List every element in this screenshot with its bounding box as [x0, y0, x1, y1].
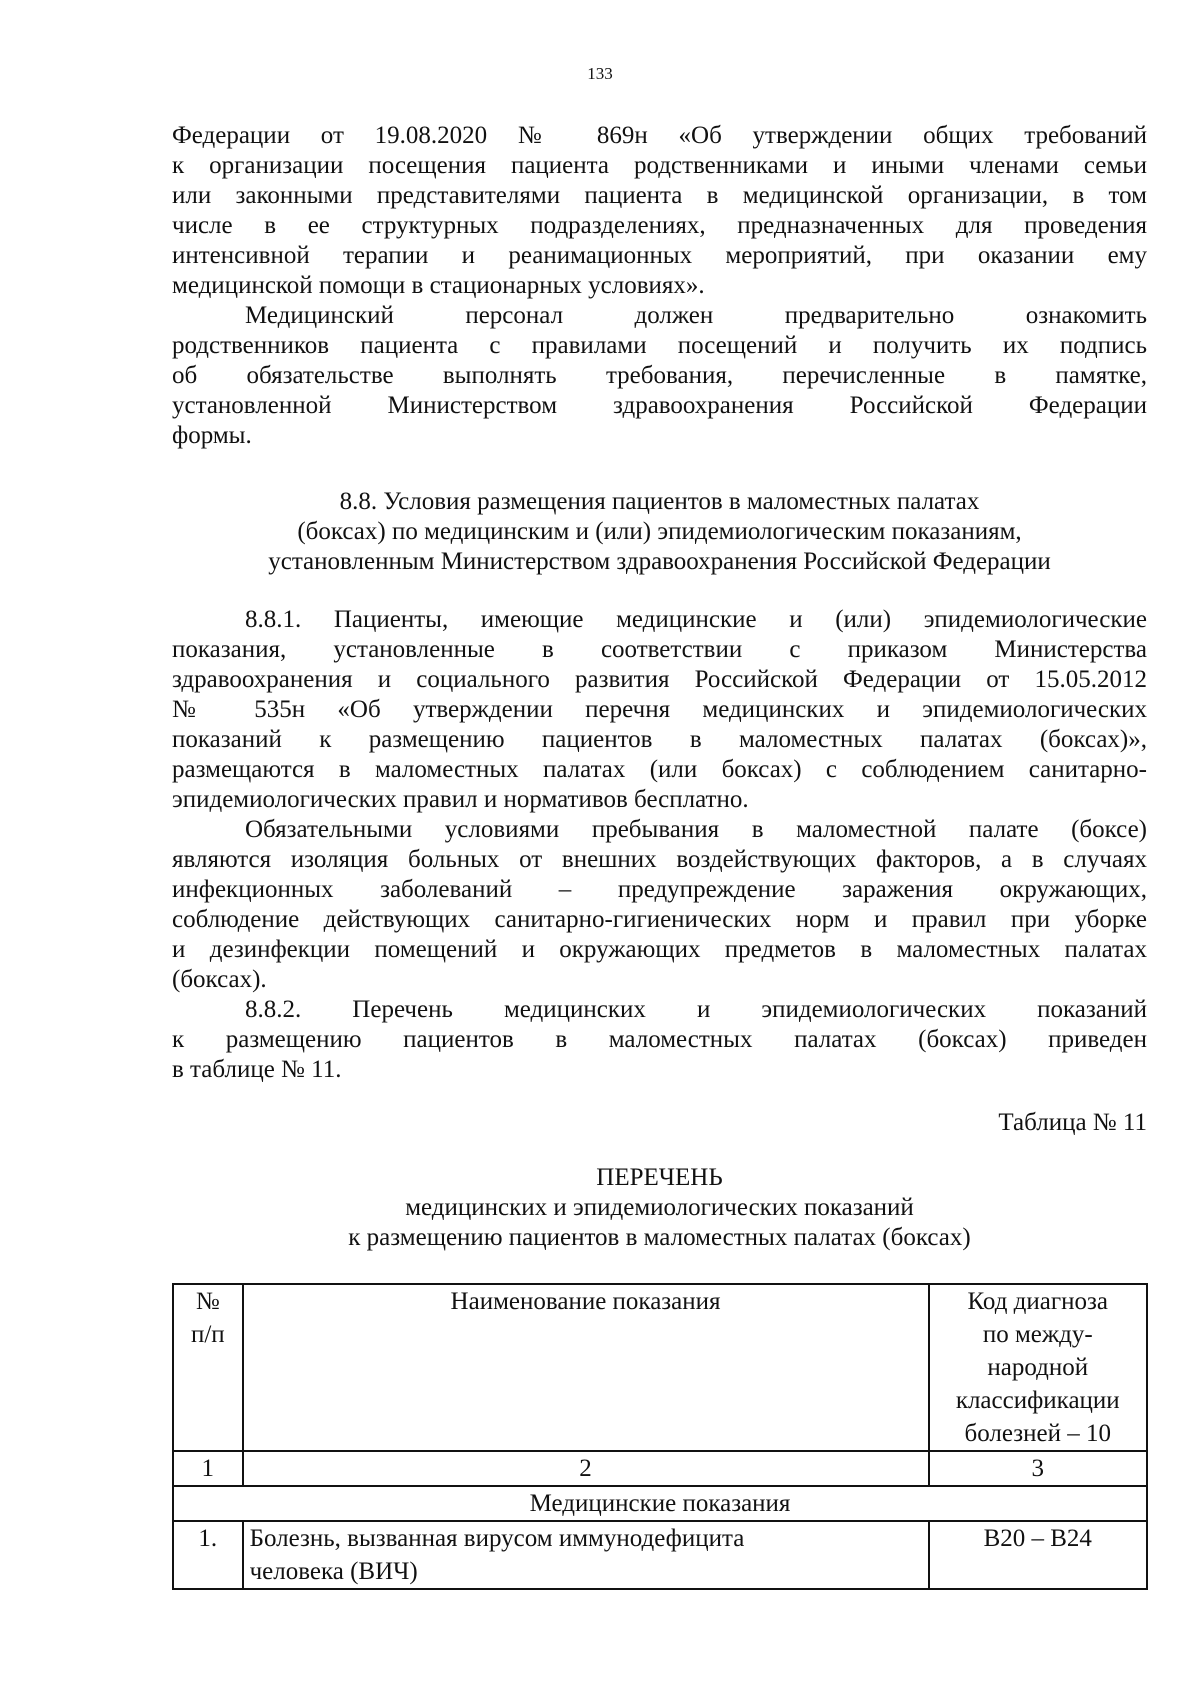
text-line: Обязательными условиями пребывания в маломестной палате (боксе)	[245, 816, 1147, 843]
row-name-cell	[243, 1521, 929, 1589]
table-header-row	[173, 1284, 1147, 1451]
header-text: №	[195, 1288, 220, 1315]
row-name-line: Болезнь, вызванная вирусом иммунодефицита	[249, 1525, 745, 1552]
text-line: установленной Министерством здравоохранения Российской Федерации	[172, 392, 1147, 419]
numbering-cell: 3	[929, 1451, 1148, 1486]
text-line: показаний к размещению пациентов в маломестных палатах (боксах)»,	[172, 726, 1147, 753]
text-line: Медицинский персонал должен предварительно ознакомить	[245, 302, 1147, 329]
text-line: к размещению пациентов в маломестных палатах (боксах) приведен	[172, 1026, 1147, 1053]
header-text: болезней – 10	[964, 1420, 1111, 1447]
header-text: Наименование показания	[450, 1288, 721, 1315]
table-numbering-row	[173, 1451, 1147, 1486]
heading-line: установленным Министерством здравоохранения Российской Федерации	[268, 548, 1051, 575]
list-title-line: ПЕРЕЧЕНЬ	[596, 1164, 723, 1191]
header-text: Код диагноза	[967, 1288, 1108, 1315]
text-line: родственников пациента с правилами посещений и получить их подпись	[172, 332, 1147, 359]
text-line: в таблице № 11.	[172, 1056, 342, 1083]
header-cell-number	[173, 1284, 243, 1451]
text-line: здравоохранения и социального развития Российской Федерации от 15.05.2012	[172, 666, 1147, 693]
list-title	[172, 1163, 1147, 1253]
numbering-cell: 1	[173, 1451, 243, 1486]
table-label: Таблица № 11	[998, 1109, 1147, 1136]
header-cell-code	[929, 1284, 1148, 1451]
text-line: к организации посещения пациента родственниками и иными членами семьи	[172, 152, 1147, 179]
text-line: соблюдение действующих санитарно-гигиенических норм и правил при уборке	[172, 906, 1147, 933]
page-number: 133	[587, 64, 613, 83]
paragraph-conditions	[172, 815, 1147, 995]
paragraph-medical-staff	[172, 301, 1147, 451]
text-line: 8.8.2. Перечень медицинских и эпидемиологических показаний	[245, 996, 1147, 1023]
text-line: (боксах).	[172, 966, 267, 993]
heading-line: (боксах) по медицинским и (или) эпидемиологическим показаниям,	[297, 518, 1022, 545]
text-line: числе в ее структурных подразделениях, предназначенных для проведения	[172, 212, 1147, 239]
list-title-line: медицинских и эпидемиологических показаний	[405, 1194, 914, 1221]
header-text: по между-	[982, 1321, 1093, 1348]
text-line: 8.8.1. Пациенты, имеющие медицинские и (или) эпидемиологические	[245, 606, 1147, 633]
indications-table	[172, 1283, 1148, 1590]
numbering-cell: 2	[243, 1451, 929, 1486]
text-line: медицинской помощи в стационарных условиях».	[172, 272, 705, 299]
text-line: формы.	[172, 422, 252, 449]
header-text: народной	[987, 1354, 1089, 1381]
table-group-row	[173, 1486, 1147, 1521]
text-line: являются изоляция больных от внешних воздействующих факторов, а в случаях	[172, 846, 1147, 873]
text-line: № 535н «Об утверждении перечня медицинских и эпидемиологических	[172, 696, 1147, 723]
text-line: инфекционных заболеваний – предупреждение заражения окружающих,	[172, 876, 1147, 903]
header-text: п/п	[190, 1321, 225, 1348]
paragraph-8-8-1	[172, 605, 1147, 815]
text-line: Федерации от 19.08.2020 № 869н «Об утверждении общих требований	[172, 122, 1147, 149]
section-heading	[172, 487, 1147, 577]
header-cell-name	[243, 1284, 929, 1451]
list-title-line: к размещению пациентов в маломестных палатах (боксах)	[348, 1224, 971, 1251]
heading-line: 8.8. Условия размещения пациентов в маломестных палатах	[339, 488, 980, 515]
text-line: размещаются в маломестных палатах (или боксах) с соблюдением санитарно-	[172, 756, 1147, 783]
paragraph-8-8-2	[172, 995, 1147, 1085]
text-line: эпидемиологических правил и нормативов бесплатно.	[172, 786, 749, 813]
text-line: показания, установленные в соответствии с приказом Министерства	[172, 636, 1147, 663]
row-name-line: человека (ВИЧ)	[249, 1558, 418, 1585]
paragraph-visiting-order	[172, 121, 1147, 301]
table-row	[173, 1521, 1147, 1589]
row-number-cell: 1.	[173, 1521, 243, 1589]
header-text: классификации	[955, 1387, 1120, 1414]
row-code-cell: B20 – B24	[929, 1521, 1148, 1589]
text-line: об обязательстве выполнять требования, перечисленные в памятке,	[172, 362, 1147, 389]
text-line: интенсивной терапии и реанимационных мероприятий, при оказании ему	[172, 242, 1147, 269]
text-line: или законными представителями пациента в медицинской организации, в том	[172, 182, 1147, 209]
text-line: и дезинфекции помещений и окружающих предметов в маломестных палатах	[172, 936, 1147, 963]
group-cell: Медицинские показания	[173, 1486, 1147, 1521]
